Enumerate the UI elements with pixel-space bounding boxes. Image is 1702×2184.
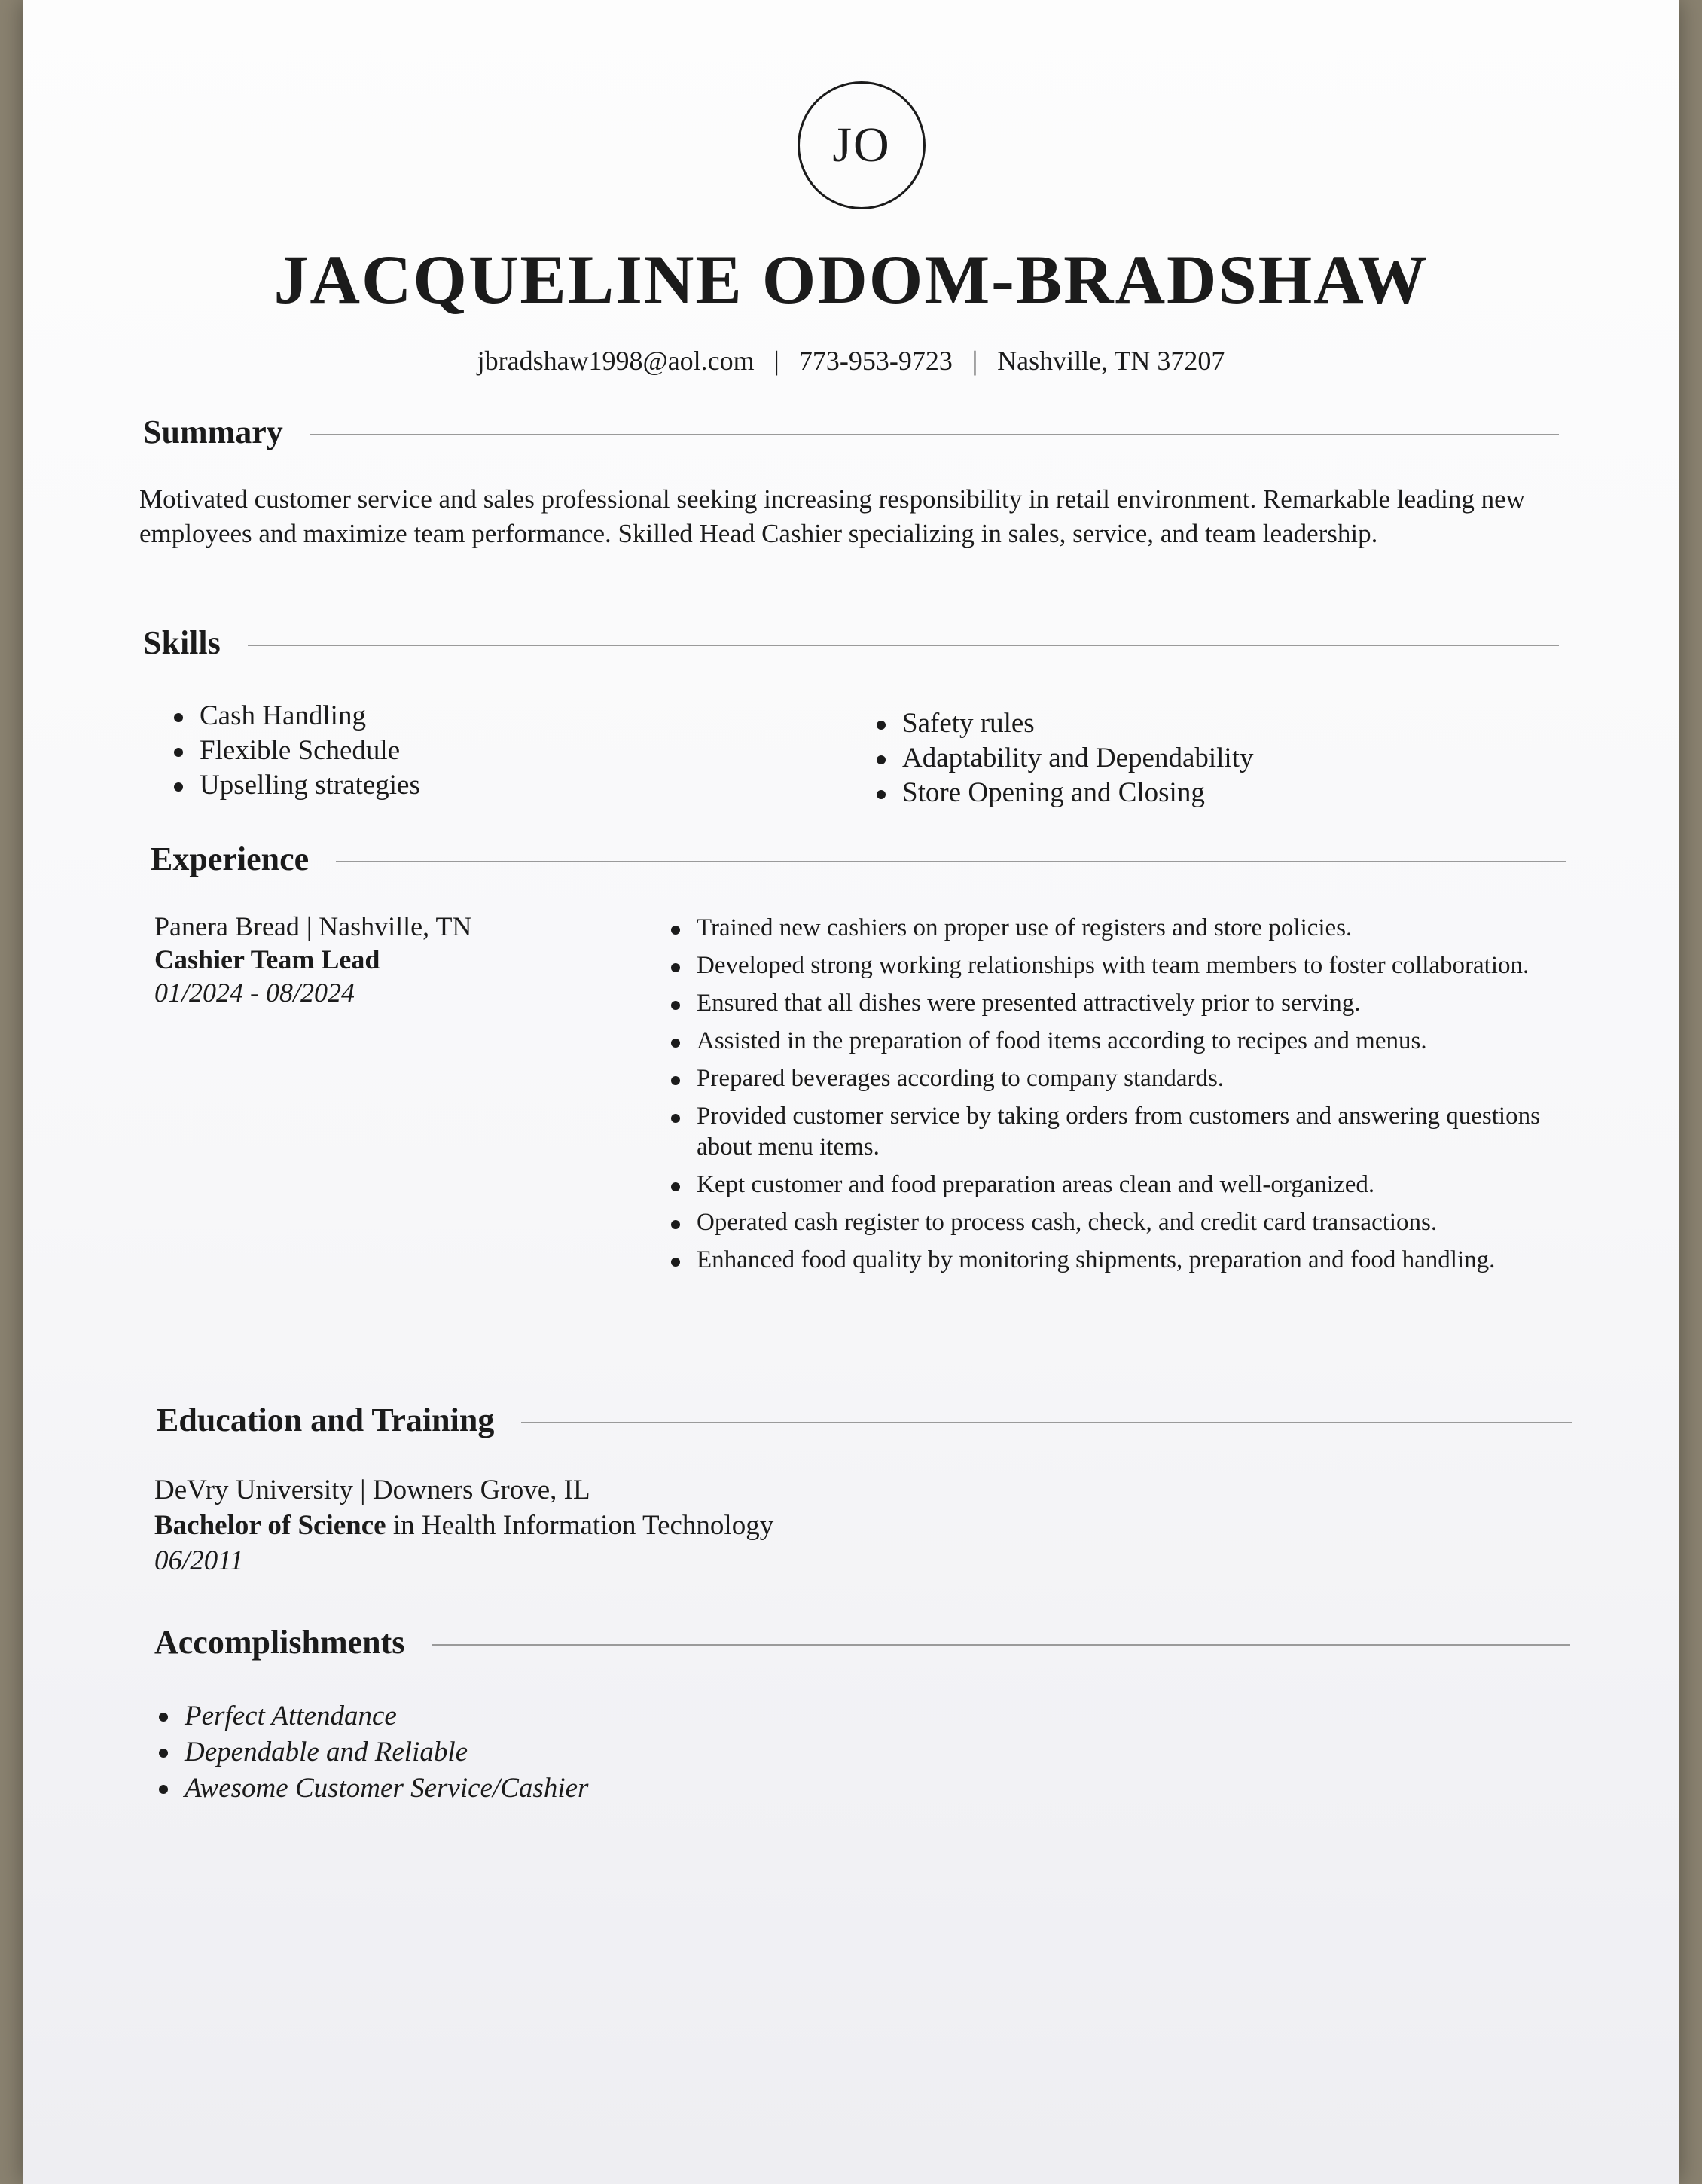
education-section-header [157, 1401, 1572, 1439]
section-divider [248, 645, 1559, 646]
responsibility-item: Assisted in the preparation of food items according to recipes and menus. [666, 1026, 1563, 1057]
school-separator: | [360, 1475, 366, 1505]
school-location: Downers Grove, IL [372, 1475, 590, 1505]
graduation-date: 06/2011 [154, 1545, 244, 1576]
job-info [154, 910, 471, 1009]
skill-item: Cash Handling [169, 699, 420, 734]
employer-name: Panera Bread [154, 911, 300, 941]
degree-line [154, 1508, 773, 1543]
contact-line [23, 345, 1679, 377]
skill-item: Safety rules [872, 706, 1254, 741]
accomplishment-item: Dependable and Reliable [154, 1734, 588, 1771]
section-divider [336, 861, 1566, 862]
section-divider [310, 434, 1559, 435]
degree-name: Bachelor of Science [154, 1510, 386, 1541]
experience-heading: Experience [151, 840, 310, 877]
skill-item: Upselling strategies [169, 768, 420, 803]
resume-page [23, 0, 1679, 2184]
responsibility-item: Operated cash register to process cash, check, and credit card transactions. [666, 1207, 1563, 1238]
school-name: DeVry University [154, 1475, 353, 1505]
employer-separator: | [306, 911, 313, 941]
monogram-badge: JO [798, 81, 926, 209]
employer-line [154, 910, 471, 943]
accomplishments-heading: Accomplishments [154, 1624, 405, 1661]
location-text: Nashville, TN 37207 [997, 346, 1225, 376]
candidate-name: JACQUELINE ODOM-BRADSHAW [273, 241, 1429, 318]
skills-heading: Skills [143, 624, 221, 661]
responsibility-item: Trained new cashiers on proper use of registers and store policies. [666, 913, 1563, 944]
section-divider [432, 1644, 1570, 1646]
responsibility-item: Enhanced food quality by monitoring shipments, preparation and food handling. [666, 1245, 1563, 1276]
responsibility-item: Prepared beverages according to company standards. [666, 1063, 1563, 1094]
skill-item: Flexible Schedule [169, 734, 420, 768]
education-entry [154, 1472, 773, 1579]
skills-list-right [872, 706, 1254, 810]
email-text: jbradshaw1998@aol.com [477, 346, 755, 376]
responsibility-item: Ensured that all dishes were presented attractively prior to serving. [666, 988, 1563, 1019]
job-title: Cashier Team Lead [154, 944, 380, 975]
skills-section-header [143, 624, 1559, 662]
summary-text: Motivated customer service and sales professional seeking increasing responsibility in retail environment. Remarkable leading new employees and maximize team performance. Skilled Head Cashier specializing in sales, service, and team leadership. [139, 484, 1525, 548]
responsibility-item: Developed strong working relationships with team members to foster collaboration. [666, 950, 1563, 981]
accomplishment-item: Awesome Customer Service/Cashier [154, 1771, 588, 1807]
contact-separator: | [773, 346, 779, 376]
contact-separator: | [971, 346, 978, 376]
employer-location: Nashville, TN [319, 911, 472, 941]
phone-text: 773-953-9723 [798, 346, 953, 376]
section-divider [521, 1422, 1572, 1423]
school-line [154, 1472, 773, 1508]
job-responsibilities [666, 913, 1563, 1283]
job-dates: 01/2024 - 08/2024 [154, 978, 355, 1008]
accomplishments-section-header [154, 1623, 1570, 1661]
degree-field: in Health Information Technology [392, 1510, 774, 1541]
summary-heading: Summary [143, 413, 283, 450]
education-heading: Education and Training [157, 1402, 495, 1438]
accomplishments-list [154, 1698, 588, 1807]
skill-item: Store Opening and Closing [872, 776, 1254, 810]
accomplishment-item: Perfect Attendance [154, 1698, 588, 1734]
summary-section-header [143, 413, 1559, 451]
skills-list-left [169, 699, 420, 803]
experience-section-header [151, 840, 1566, 878]
responsibility-item: Provided customer service by taking orders from customers and answering questions about menu items. [666, 1101, 1563, 1163]
skill-item: Adaptability and Dependability [872, 741, 1254, 776]
responsibility-item: Kept customer and food preparation areas clean and well-organized. [666, 1170, 1563, 1200]
